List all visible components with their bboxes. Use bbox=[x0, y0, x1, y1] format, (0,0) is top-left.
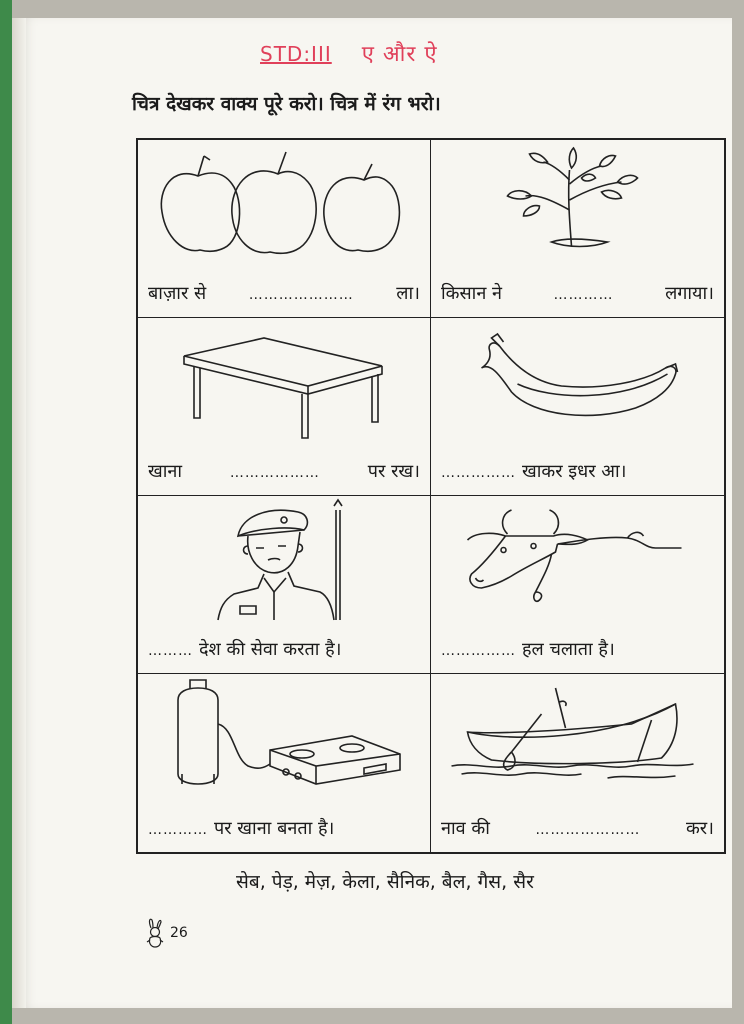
sentence-2 bbox=[441, 281, 714, 305]
sentence-end: खाकर इधर आ। bbox=[522, 461, 627, 482]
exercise-cell-banana bbox=[431, 318, 724, 496]
sentence-end: ला। bbox=[396, 283, 420, 304]
gas-stove-icon bbox=[138, 674, 430, 802]
sentence-start: नाव की bbox=[441, 818, 490, 839]
banana-icon bbox=[431, 318, 724, 446]
instruction-text: चित्र देखकर वाक्य पूरे करो। चित्र में रंग भरो। bbox=[132, 93, 441, 115]
answer-blank[interactable]: ………… bbox=[148, 822, 208, 838]
bull-icon bbox=[431, 496, 724, 624]
exercise-cell-plant bbox=[431, 140, 724, 318]
sentence-end: पर खाना बनता है। bbox=[214, 818, 335, 839]
answer-blank[interactable]: ………… bbox=[553, 287, 614, 303]
sentence-4 bbox=[441, 459, 714, 483]
answer-blank[interactable]: …………… bbox=[441, 643, 516, 659]
exercise-cell-bull bbox=[431, 496, 724, 674]
soldier-icon bbox=[138, 496, 430, 624]
sentence-1 bbox=[148, 281, 420, 305]
std-label: STD:III bbox=[260, 42, 332, 66]
plant-icon bbox=[431, 140, 724, 268]
answer-blank[interactable]: ………………… bbox=[248, 287, 354, 303]
page-number: 26 bbox=[170, 925, 188, 941]
word-bank: सेब, पेड़, मेज़, केला, सैनिक, बैल, गैस, सैर bbox=[236, 871, 534, 893]
sentence-8 bbox=[441, 816, 714, 840]
sentence-end: देश की सेवा करता है। bbox=[199, 639, 342, 660]
sentence-3 bbox=[148, 459, 420, 483]
answer-blank[interactable]: ……… bbox=[148, 643, 193, 659]
exercise-grid bbox=[136, 138, 726, 854]
apples-icon bbox=[138, 140, 430, 268]
sentence-start: बाज़ार से bbox=[148, 283, 207, 304]
book-edge bbox=[0, 0, 12, 1024]
page-number-area bbox=[142, 918, 188, 948]
sentence-5 bbox=[148, 637, 420, 661]
sentence-start: खाना bbox=[148, 461, 183, 482]
topic-label: ए और ऐ bbox=[361, 42, 438, 67]
page-fold bbox=[12, 18, 26, 1008]
sentence-end: हल चलाता है। bbox=[522, 639, 615, 660]
sentence-6 bbox=[441, 637, 714, 661]
sentence-end: लगाया। bbox=[665, 283, 714, 304]
sentence-7 bbox=[148, 816, 420, 840]
answer-blank[interactable]: ……………… bbox=[229, 465, 320, 481]
sentence-end: पर रख। bbox=[367, 461, 420, 482]
rabbit-icon bbox=[142, 918, 168, 948]
exercise-cell-table bbox=[138, 318, 431, 496]
exercise-cell-boat bbox=[431, 674, 724, 852]
answer-blank[interactable]: ………………… bbox=[535, 822, 641, 838]
exercise-cell-soldier bbox=[138, 496, 431, 674]
boat-icon bbox=[431, 674, 724, 802]
sentence-start: किसान ने bbox=[441, 283, 503, 304]
handwritten-header bbox=[260, 38, 438, 68]
sentence-end: कर। bbox=[685, 818, 714, 839]
answer-blank[interactable]: …………… bbox=[441, 465, 516, 481]
exercise-cell-apples bbox=[138, 140, 431, 318]
table-icon bbox=[138, 318, 430, 446]
exercise-cell-gas bbox=[138, 674, 431, 852]
